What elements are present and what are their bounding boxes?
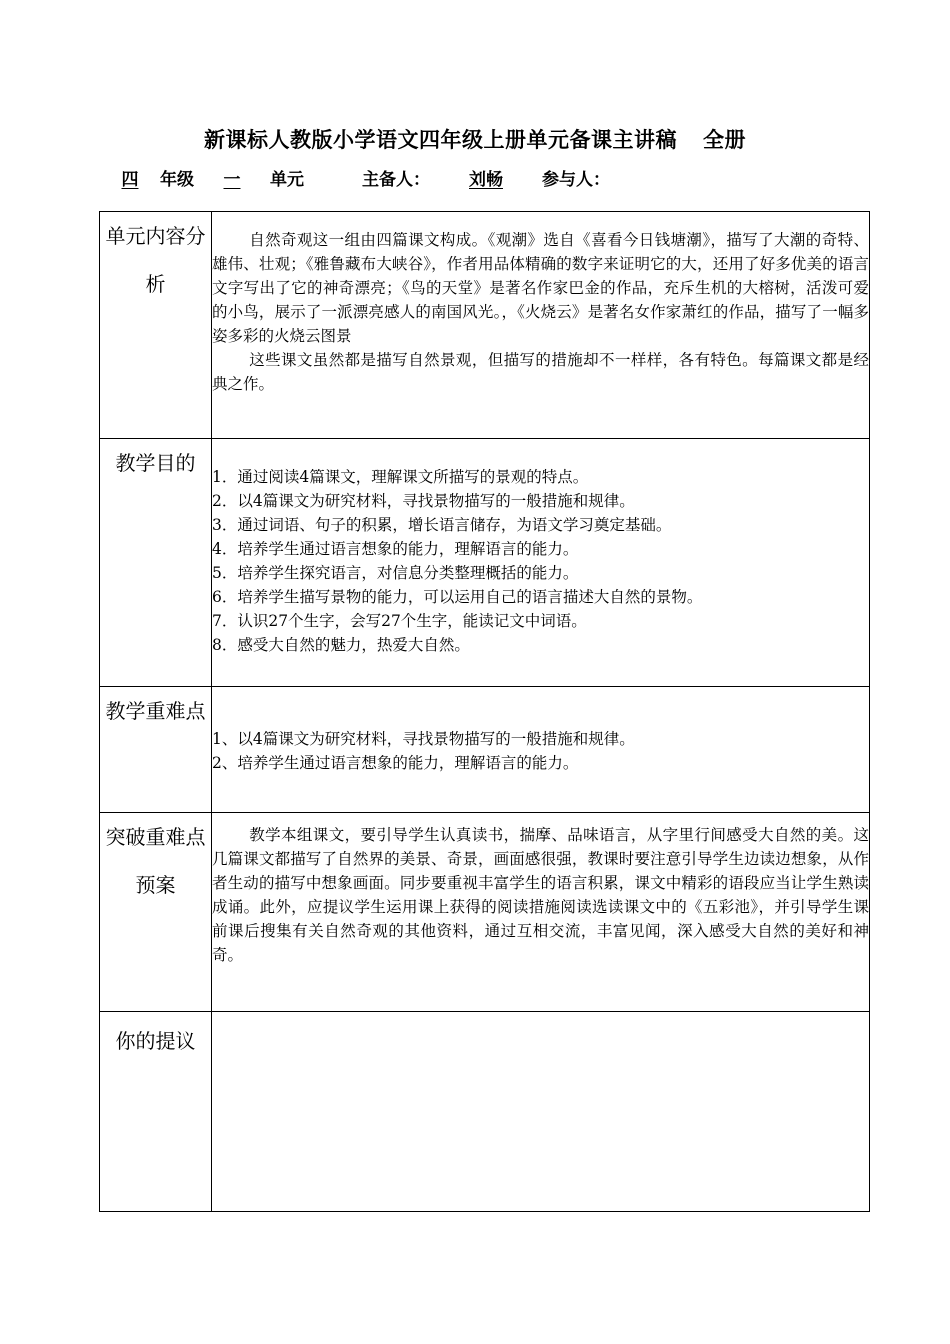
suggestions-body[interactable] <box>212 1012 870 1212</box>
unit-label: 单元 <box>270 170 304 190</box>
objective-item: 3．通过词语、句子的积累，增长语言储存，为语文学习奠定基础。 <box>212 516 672 534</box>
strategy-body <box>212 813 870 1012</box>
participants-label: 参与人： <box>542 170 610 190</box>
content-analysis-heading: 单元内容分析 <box>100 212 212 439</box>
objectives-heading: 教学目的 <box>100 439 212 687</box>
lead-value: 刘畅 <box>469 170 503 190</box>
objective-item: 2．以4篇课文为研究材料，寻找景物描写的一般措施和规律。 <box>212 492 635 510</box>
row-key-points <box>100 687 870 813</box>
key-points-body <box>212 687 870 813</box>
objective-item: 8．感受大自然的魅力，热爱大自然。 <box>212 636 470 654</box>
objective-item: 4．培养学生通过语言想象的能力，理解语言的能力。 <box>212 540 579 558</box>
objective-item: 6．培养学生描写景物的能力，可以运用自己的语言描述大自然的景物。 <box>212 588 703 606</box>
header-info-line <box>100 165 610 190</box>
content-analysis-paragraph-2: 这些课文虽然都是描写自然景观，但描写的措施却不一样样，各有特色。每篇课文都是经典之作。 <box>212 351 869 393</box>
content-analysis-paragraph-1: 自然奇观这一组由四篇课文构成。《观潮》选自《喜看今日钱塘潮》，描写了大潮的奇特、雄伟、壮观；《雅鲁藏布大峡谷》，作者用品体精确的数字来证明它的大，还用了好多优美的语言文字写出了它的神奇漂亮；《鸟的天堂》是著名作家巴金的作品，充斥生机的大榕树，活泼可爱的小鸟，展示了一派漂亮感人的南国风光。，《火烧云》是著名女作家萧红的作品，描写了一幅多姿多彩的火烧云图景 <box>212 231 869 345</box>
unit-value: 一 <box>223 170 241 190</box>
objective-item: 1．通过阅读4篇课文，理解课文所描写的景观的特点。 <box>212 468 589 486</box>
row-strategy <box>100 813 870 1012</box>
key-points-list <box>212 727 869 775</box>
row-objectives <box>100 439 870 687</box>
objectives-body <box>212 439 870 687</box>
title-main: 新课标人教版小学语文四年级上册单元备课主讲稿 <box>204 128 677 152</box>
suggestions-heading: 你的提议 <box>100 1012 212 1212</box>
row-content-analysis <box>100 212 870 439</box>
lead-label: 主备人： <box>362 170 430 190</box>
row-suggestions <box>100 1012 870 1212</box>
key-point-item: 2、培养学生通过语言想象的能力，理解语言的能力。 <box>212 754 579 772</box>
content-analysis-body <box>212 212 870 439</box>
lesson-plan-table <box>99 211 870 1212</box>
objective-item: 5．培养学生探究语言，对信息分类整理概括的能力。 <box>212 564 579 582</box>
key-point-item: 1、以4篇课文为研究材料，寻找景物描写的一般措施和规律。 <box>212 730 635 748</box>
objective-item: 7．认识27个生字，会写27个生字，能读记文中词语。 <box>212 612 587 630</box>
strategy-heading: 突破重难点预案 <box>100 813 212 1012</box>
objectives-list <box>212 465 869 657</box>
grade-value: 四 <box>121 170 139 190</box>
document-title <box>0 124 950 154</box>
key-points-heading: 教学重难点 <box>100 687 212 813</box>
title-suffix: 全册 <box>703 128 746 152</box>
grade-label: 年级 <box>160 170 194 190</box>
strategy-paragraph: 教学本组课文，要引导学生认真读书，揣摩、品味语言，从字里行间感受大自然的美。这几篇课文都描写了自然界的美景、奇景，画面感很强，教课时要注意引导学生边读边想象，从作者生动的描写中想象画面。同步要重视丰富学生的语言积累，课文中精彩的语段应当让学生熟读成诵。此外，应提议学生运用课上获得的阅读措施阅读选读课文中的《五彩池》，并引导学生课前课后搜集有关自然奇观的其他资料，通过互相交流，丰富见闻，深入感受大自然的美好和神奇。 <box>212 826 869 964</box>
